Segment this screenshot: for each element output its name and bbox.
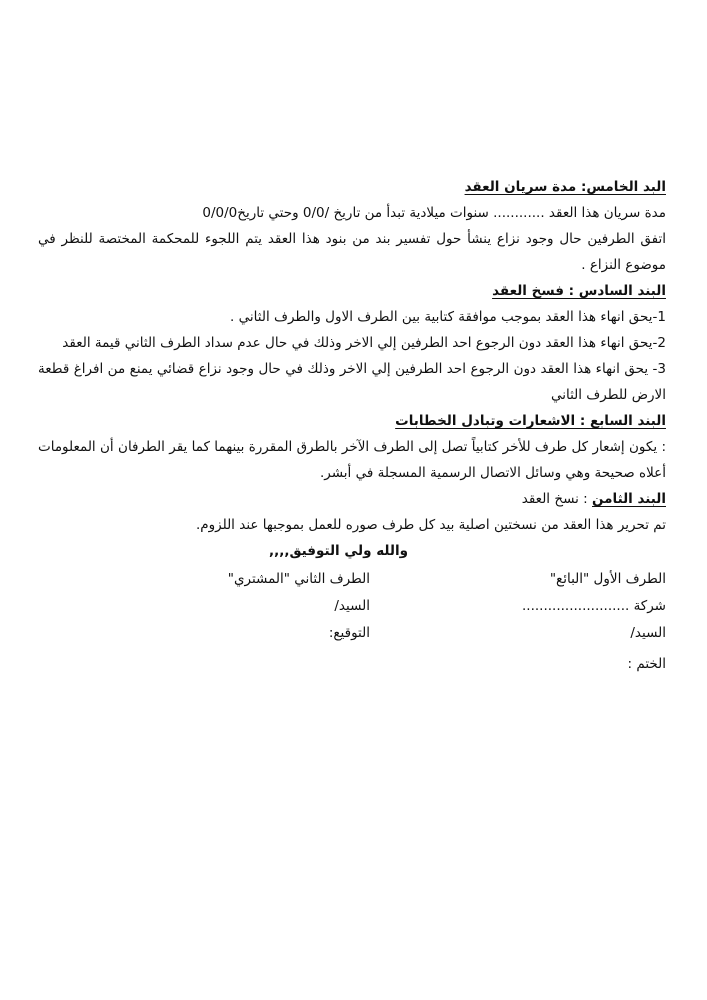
article7-paragraph: : يكون إشعار كل طرف للأخر كتابياً تصل إلى الطرف الآخر بالطرق المقررة بينهما كما يقر الطرفان أن المعلومات أعلاه صحيحة وهي وسائل الاتصال الرسمية المسجلة في أبشر. — [38, 439, 666, 481]
article6-item-2: 2-يحق انهاء هذا العقد دون الرجوع احد الطرفين إلي الاخر وذلك في حال عدم سداد الطرف الثاني قيمة العقد — [62, 335, 666, 351]
article8-heading-suffix: : نسخ العقد — [521, 491, 592, 507]
article8-paragraph: تم تحرير هذا العقد من نسختين اصلية بيد كل طرف صوره للعمل بموجبها عند اللزوم. — [195, 517, 666, 533]
contract-page — [38, 174, 666, 686]
article5-dispute-paragraph: اتفق الطرفين حال وجود نزاع ينشأ حول تفسير بند من بنود هذا العقد يتم اللجوء للمحكمة المختصة للنظر في موضوع النزاع . — [38, 231, 666, 273]
seal-label: الختم : — [627, 656, 666, 672]
second-party-column — [70, 566, 370, 647]
second-party-signature: التوقيع: — [328, 625, 370, 641]
closing-line: والله ولي التوفيق,,,, — [268, 543, 408, 559]
first-party-title: الطرف الأول "البائع" — [549, 571, 666, 587]
first-party-mr: السيد/ — [630, 625, 666, 641]
signature-block — [38, 566, 666, 686]
article8-heading: البند الثامن — [592, 491, 666, 507]
first-party-column — [406, 566, 666, 678]
article6-item-1: 1-يحق انهاء هذا العقد بموجب موافقة كتابية بين الطرف الاول والطرف الثاني . — [230, 309, 666, 325]
article6-item-3: 3- يحق انهاء هذا العقد دون الرجوع احد الطرفين إلي الاخر وذلك في حال وجود نزاع قضائي يمنع من افراغ قطعة الارض للطرف الثاني — [38, 361, 666, 403]
article5-duration-line: مدة سريان هذا العقد ............ سنوات ميلادية تبدأ من تاريخ /0/0 وحتي تاريخ0/0/0 — [202, 205, 666, 221]
article7-heading: البند السابع : الاشعارات وتبادل الخطابات — [395, 413, 666, 429]
article8-heading-line — [38, 486, 666, 512]
first-party-company: شركة ......................... — [522, 598, 666, 614]
article6-heading: البند السادس : فسخ العقد — [492, 283, 666, 299]
second-party-mr: السيد/ — [334, 598, 370, 614]
second-party-title: الطرف الثاني "المشتري" — [227, 571, 370, 587]
article5-heading: البد الخامس: مدة سريان العقد — [464, 179, 666, 195]
